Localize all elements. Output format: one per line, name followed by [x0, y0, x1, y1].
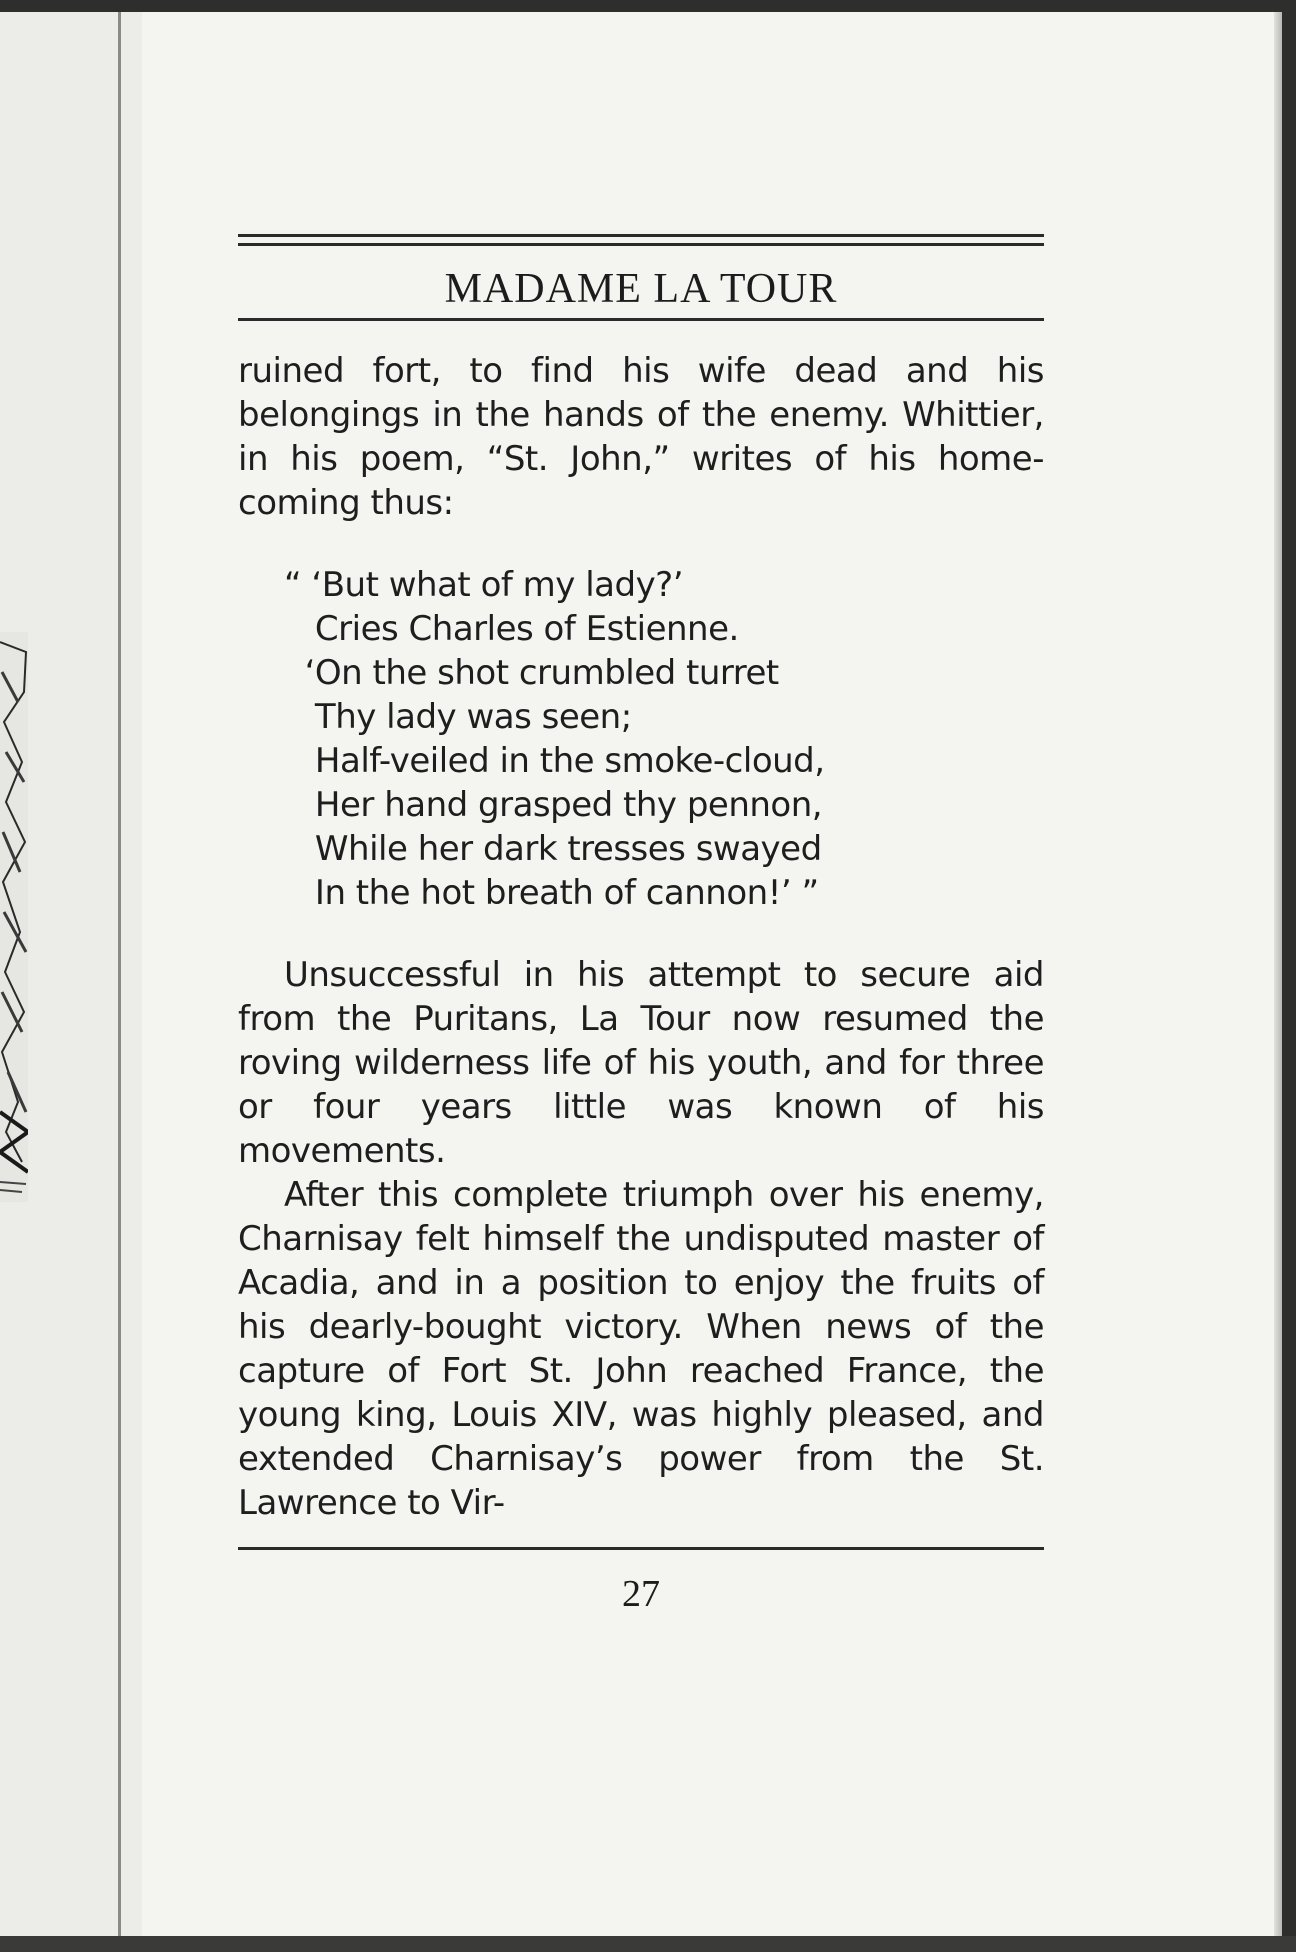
facing-page-illustration [0, 632, 28, 1202]
poem-block [284, 563, 1044, 915]
poem-line-5: Half-veiled in the smoke-cloud, [284, 741, 825, 782]
page-right-edge [1274, 12, 1282, 1938]
paragraph-1: ruined fort, to find his wife dead and his belongings in the hands of the enemy. Whittier, in his poem, “St. John,” writes of his home-coming thus: [238, 351, 1044, 524]
footer-rule [238, 1547, 1044, 1550]
poem-line-3: ‘On the shot crumbled turret [284, 653, 779, 694]
page-content [238, 234, 1044, 1616]
gutter-line [118, 12, 121, 1938]
header-double-rule [238, 234, 1044, 246]
scanned-spread [0, 12, 1282, 1938]
poem-line-6: Her hand grasped thy pennon, [284, 785, 823, 826]
book-page [142, 12, 1282, 1938]
running-head: MADAME LA TOUR [444, 266, 838, 312]
poem-line-7: While her dark tresses swayed [284, 829, 822, 870]
page-number: 27 [622, 1573, 660, 1616]
poem-line-4: Thy lady was seen; [284, 697, 632, 738]
header-rule [238, 318, 1044, 321]
paragraph-2: Unsuccessful in his attempt to secure aid from the Puritans, La Tour now resumed the roving wilderness life of his youth, and for three or four years little was known of his movements. [238, 955, 1044, 1172]
poem-line-2: Cries Charles of Estienne. [284, 609, 739, 650]
scan-bottom-border [0, 1936, 1296, 1952]
body-text [238, 349, 1044, 1525]
paragraph-3: After this complete triumph over his enemy, Charnisay felt himself the undisputed master of Acadia, and in a position to enjoy the fruits of his dearly-bought victory. When news of the capture of Fort St. John reached France, the young king, Louis XIV, was highly pleased, and extended Charnisay’s power from the St. Lawrence to Vir- [238, 1175, 1044, 1524]
poem-line-1: “ ‘But what of my lady?’ [284, 565, 684, 606]
poem-line-8: In the hot breath of cannon!’ ” [284, 873, 819, 914]
